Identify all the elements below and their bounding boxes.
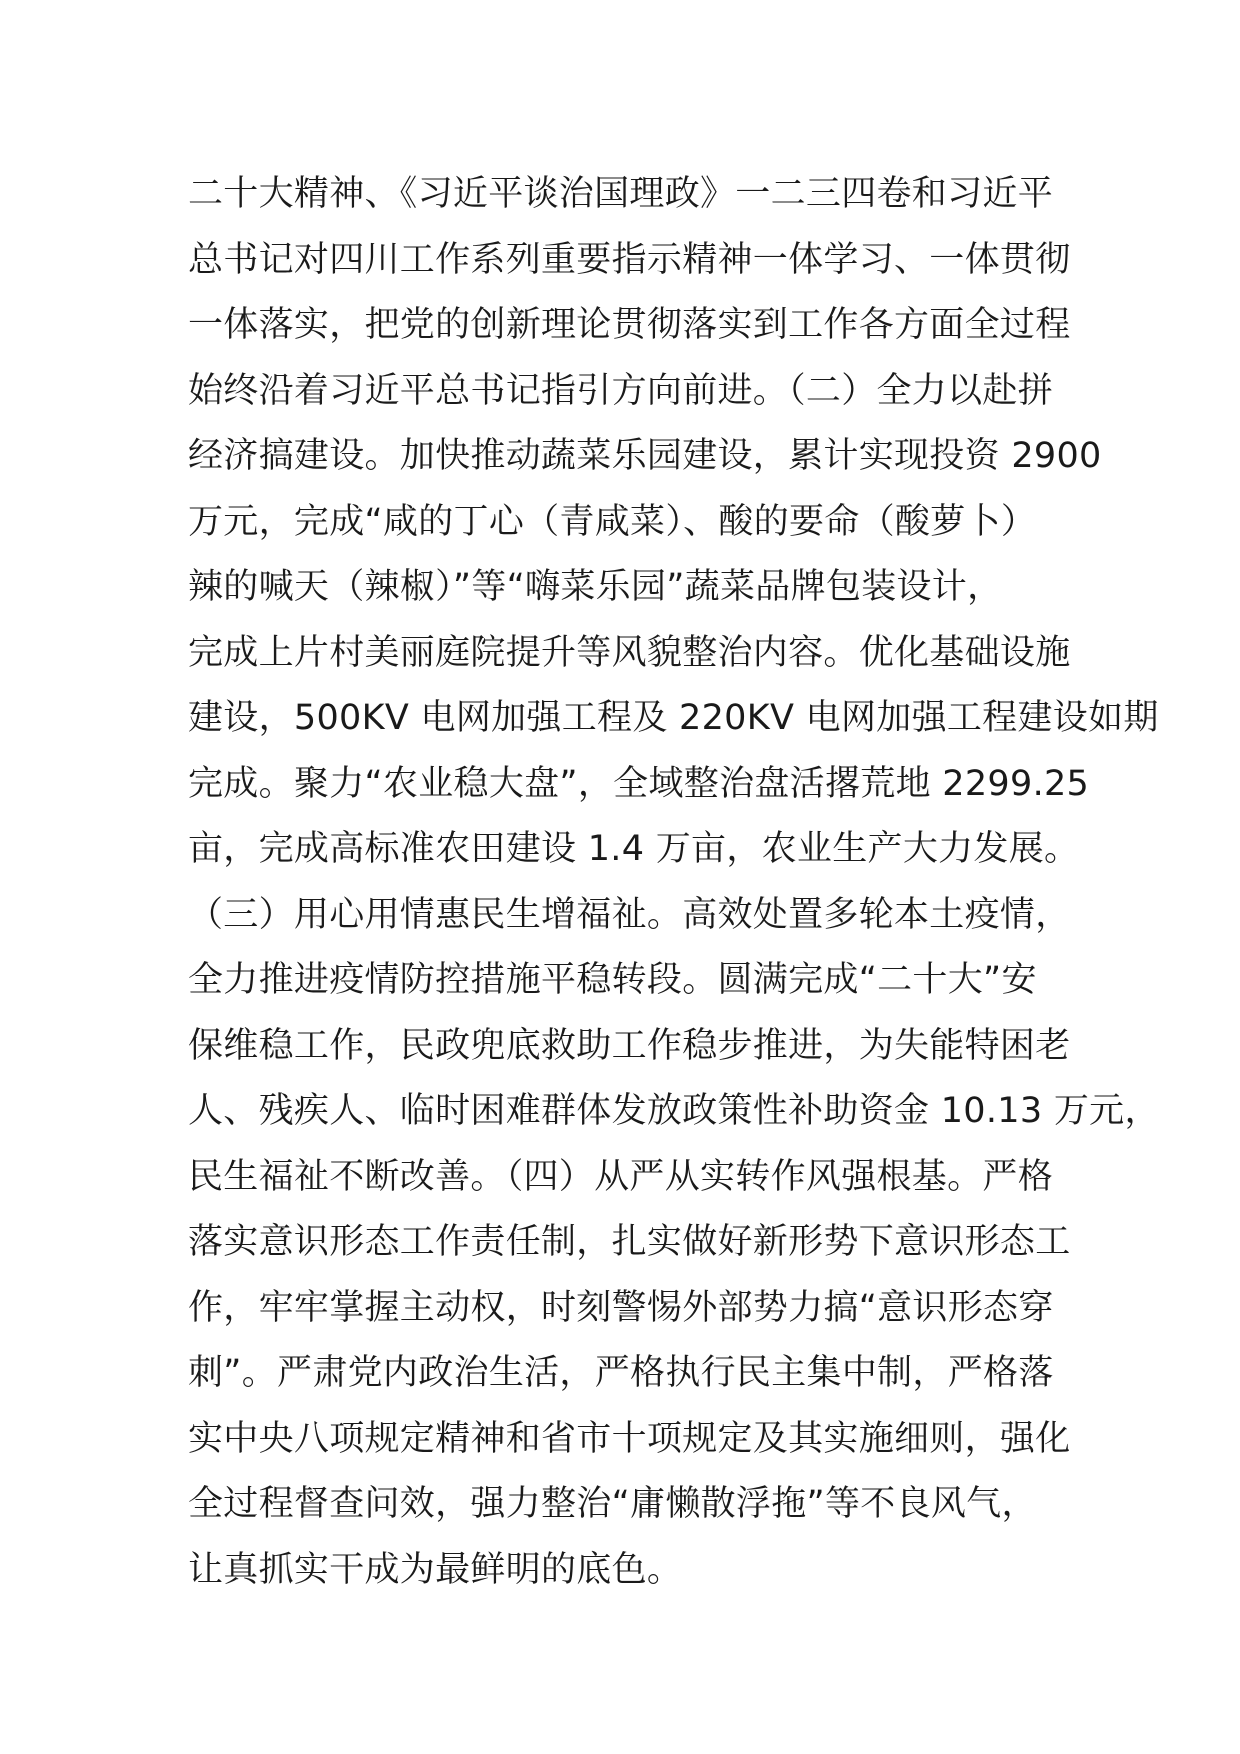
text-line-14: 保维稳工作，民政兜底救助工作稳步推进，为失能特困老 [188, 1025, 1071, 1066]
body-paragraph [188, 162, 1160, 1603]
text-line-2: 总书记对四川工作系列重要指示精神一体学习、一体贯彻 [188, 239, 1071, 280]
text-line-15: 人、残疾人、临时困难群体发放政策性补助资金 10.13 万元， [188, 1091, 1160, 1131]
text-line-1: 二十大精神、《习近平谈治国理政》一二三四卷和习近平 [188, 174, 1054, 214]
text-line-13: 全力推进疫情防控措施平稳转段。圆满完成“二十大”安 [188, 960, 1037, 1000]
text-line-16: 民生福祉不断改善。（四）从严从实转作风强根基。严格 [188, 1156, 1054, 1197]
text-line-5: 经济搞建设。加快推动蔬菜乐园建设，累计实现投资 2900 [188, 436, 1102, 476]
text-line-7: 辣的喊天（辣椒）”等“嗨菜乐园”蔬菜品牌包装设计， [188, 567, 1003, 607]
text-line-11: 亩，完成高标准农田建设 1.4 万亩，农业生产大力发展。 [188, 829, 1080, 869]
text-line-6: 万元，完成“咸的丁心（青咸菜）、酸的要命（酸萝卜） [188, 501, 1037, 542]
text-line-9: 建设，500KV 电网加强工程及 220KV 电网加强工程建设如期 [188, 698, 1159, 738]
text-line-22: 让真抓实干成为最鲜明的底色。 [188, 1549, 683, 1590]
text-line-8: 完成上片村美丽庭院提升等风貌整治内容。优化基础设施 [188, 632, 1071, 673]
text-line-18: 作，牢牢掌握主动权，时刻警惕外部势力搞“意识形态穿 [188, 1287, 1054, 1328]
text-line-20: 实中央八项规定精神和省市十项规定及其实施细则，强化 [188, 1418, 1071, 1459]
text-line-3: 一体落实，把党的创新理论贯彻落实到工作各方面全过程 [188, 305, 1071, 345]
text-line-12: （三）用心用情惠民生增福祉。高效处置多轮本土疫情， [188, 894, 1071, 935]
text-line-19: 刺”。严肃党内政治生活，严格执行民主集中制，严格落 [188, 1353, 1054, 1393]
text-line-4: 始终沿着习近平总书记指引方向前进。（二）全力以赴拼 [188, 370, 1054, 411]
text-line-21: 全过程督查问效，强力整治“庸懒散浮拖”等不良风气， [188, 1484, 1037, 1524]
text-line-10: 完成。聚力“农业稳大盘”，全域整治盘活撂荒地 2299.25 [188, 763, 1090, 804]
text-line-17: 落实意识形态工作责任制，扎实做好新形势下意识形态工 [188, 1222, 1071, 1262]
